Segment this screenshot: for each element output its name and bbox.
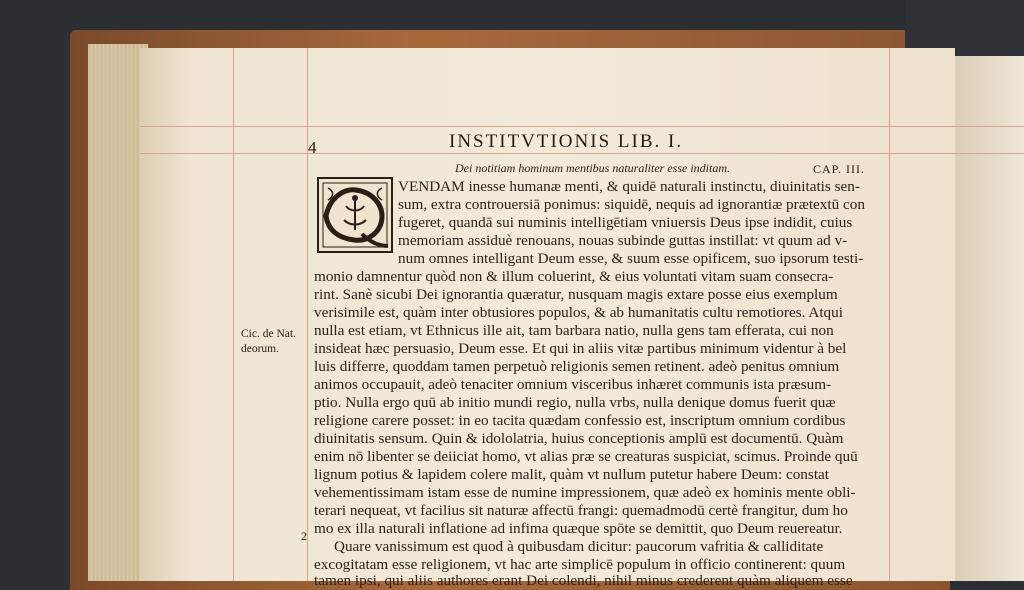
text-line: fugeret, quandā sui numinis intelligētiam vniuersis Deus ipse indidit, cuius <box>398 214 853 231</box>
text-line: insideat hæc persuasio, Deum esse. Et qui in aliis vitæ partibus minimum videntur à bel <box>314 340 847 357</box>
margin-rule-text <box>307 48 308 581</box>
text-line: VENDAM inesse humanæ menti, & quidē naturali instinctu, diuinitatis sen- <box>398 178 860 195</box>
chapter-label: CAP. III. <box>813 162 866 176</box>
text-line: verisimile est, quàm inter obtusiores populos, & ab humanitatis cultu remotiores. Atqui <box>314 304 843 321</box>
text-line: terari nequeat, vt facilius sit naturæ affectū frangi: quemadmodū certè frangitur, dum ho <box>314 502 848 519</box>
drop-cap-ornament <box>316 176 394 254</box>
text-line: sum, extra controuersiā ponimus: siquidē, nequis ad ignorantiæ prætextū con <box>398 196 865 213</box>
text-line: diuinitatis sensum. Quin & idololatria, huius conceptionis amplū est documentū. Quàm <box>314 430 844 447</box>
text-line: mo ex illa naturali inflatione ad infima quæque spōte se demittit, quo Deum reuereatur. <box>314 520 843 537</box>
marginal-number: 2 <box>301 529 307 543</box>
header-rule <box>140 126 1024 127</box>
margin-rule-left <box>233 48 234 581</box>
text-line: excogitatam esse religionem, vt hac arte simplicē populum in officio continerent: quum <box>314 556 846 573</box>
text-line: nulla est etiam, vt Ethnicus ille ait, tam barbara natio, nulla gens tam efferata, cui non <box>314 322 834 339</box>
text-line: rint. Sanè sicubi Dei ignorantia quæratur, nusquam magis extare posse eius exemplum <box>314 286 838 303</box>
text-line: Quare vanissimum est quod à quibusdam dicitur: paucorum vafritia & calliditate <box>334 538 824 555</box>
chapter-summary: Dei notitiam hominum mentibus naturaliter esse inditam. <box>455 161 730 175</box>
sidenote <box>241 327 296 357</box>
sidenote-line: Cic. de Nat. <box>241 328 296 340</box>
facing-page-edge <box>955 56 1024 581</box>
text-line: num omnes intelligant Deum esse, & suum esse opificem, suo ipsorum testi- <box>398 250 864 267</box>
text-line: animos occupauit, adeò tenaciter omnium visceribus inhæret communis ista præsum- <box>314 376 832 393</box>
text-line: luis differre, quoddam tamen perpetuò religionis semen retinent. adeò penitus omnium <box>314 358 840 375</box>
running-title: INSTITVTIONIS LIB. I. <box>449 131 684 152</box>
text-line: lignum potius & lapidem colere malit, quàm vt nullum putetur habere Deum: constat <box>314 466 829 483</box>
text-line: tamen ipsi, qui aliis authores erant Dei colendi, nihil minus crederent quàm aliquem esse <box>314 572 853 589</box>
text-line: vehementissimam istam esse de numine impressionem, quæ adeò ex hominis mente obli- <box>314 484 856 501</box>
header-rule-lower <box>140 153 1024 154</box>
text-line: memoriam assiduè renouans, nouas subinde guttas instillat: vt quum ad v- <box>398 232 848 249</box>
text-line: ptio. Nulla ergo quū ab initio mundi regio, nulla vrbs, nulla denique domus fuerit quæ <box>314 394 836 411</box>
page-stack <box>88 44 148 581</box>
page-number: 4 <box>308 138 317 157</box>
text-line: enim nō libenter se deiiciat homo, vt alias præ se creaturas suspiciat, scimus. Proinde quū <box>314 448 858 465</box>
text-line: religione carere posset: in eo tacita quædam confessio est, inscriptum omnium cordibus <box>314 412 846 429</box>
sidenote-line: deorum. <box>241 343 280 355</box>
text-line: monio damnentur quòd non & illum coluerint, & eius voluntati vitam suam consecra- <box>314 268 834 285</box>
margin-rule-right <box>889 48 890 581</box>
